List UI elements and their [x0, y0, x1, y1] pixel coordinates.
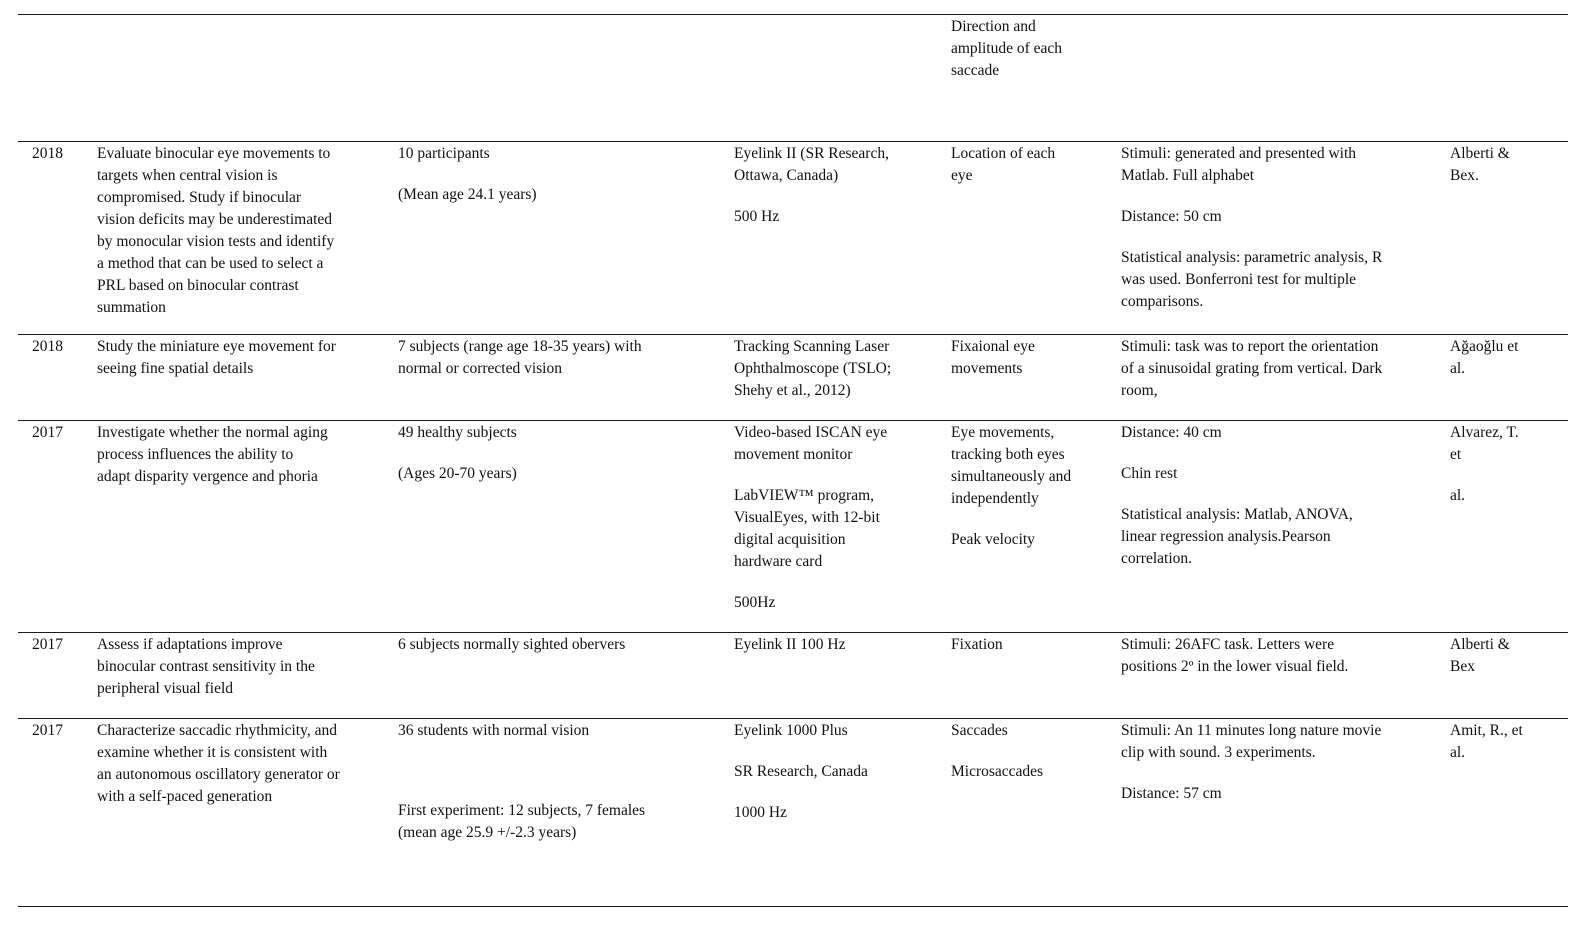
- equipment-cell: [734, 336, 891, 402]
- participants-text: First experiment: 12 subjects, 7 females (mean age 25.9 +/-2.3 years): [398, 802, 646, 841]
- measures-text: Microsaccades: [951, 763, 1044, 780]
- equipment-text: 500Hz: [734, 594, 776, 611]
- year-cell: [32, 720, 63, 742]
- participants-text: 36 students with normal vision: [398, 722, 590, 739]
- notes-text: Distance: 40 cm: [1121, 424, 1222, 441]
- participants-cell: [398, 634, 625, 656]
- objective-cell: [97, 336, 336, 380]
- objective-cell: [97, 143, 334, 319]
- participants-text: (Ages 20-70 years): [398, 465, 517, 482]
- authors-cell: [1450, 336, 1518, 380]
- equipment-cell: [734, 634, 845, 656]
- notes-cell: [1121, 720, 1381, 805]
- objective-cell: [97, 720, 340, 808]
- objective-text: Evaluate binocular eye movements to targets when central vision is compromised. Study if binocular vision deficits may be underestimated by monocular vision tests and identify a method that can be used to select a PRL based on binocular contrast summation: [97, 145, 335, 316]
- authors-text: al.: [1450, 487, 1466, 504]
- measures-cell: [951, 336, 1035, 380]
- authors-cell: [1450, 720, 1523, 764]
- participants-cell: [398, 143, 537, 206]
- participants-cell: [398, 720, 645, 844]
- equipment-text: Eyelink II 100 Hz: [734, 636, 846, 653]
- notes-text: Distance: 50 cm: [1121, 208, 1222, 225]
- authors-text: Alberti & Bex.: [1450, 145, 1510, 184]
- equipment-text: Eyelink 1000 Plus: [734, 722, 848, 739]
- equipment-text: Eyelink II (SR Research, Ottawa, Canada): [734, 145, 889, 184]
- participants-cell: [398, 422, 517, 485]
- equipment-text: LabVIEW™ program, VisualEyes, with 12-bit digital acquisition hardware card: [734, 487, 880, 570]
- year-text: 2017: [32, 424, 63, 441]
- measures-text: Eye movements, tracking both eyes simultaneously and independently: [951, 424, 1072, 507]
- measures-text: Fixaional eye movements: [951, 338, 1035, 377]
- notes-text: Stimuli: 26AFC task. Letters were positions 2º in the lower visual field.: [1121, 636, 1349, 675]
- measures-cell: [951, 634, 1003, 656]
- objective-text: Investigate whether the normal aging process influences the ability to adapt disparity vergence and phoria: [97, 424, 328, 485]
- equipment-text: Video-based ISCAN eye movement monitor: [734, 424, 888, 463]
- equipment-cell: [734, 422, 887, 614]
- authors-text: Alvarez, T. et: [1450, 424, 1519, 463]
- notes-cell: [1121, 422, 1353, 570]
- participants-text: 49 healthy subjects: [398, 424, 517, 441]
- year-cell: [32, 422, 63, 444]
- table-rule: [18, 420, 1568, 421]
- measures-text: Direction and amplitude of each saccade: [951, 18, 1063, 79]
- authors-cell: [1450, 634, 1510, 678]
- notes-text: Statistical analysis: parametric analysis, R was used. Bonferroni test for multiple comparisons.: [1121, 249, 1383, 310]
- authors-cell: [1450, 143, 1510, 187]
- year-text: 2018: [32, 145, 63, 162]
- notes-text: Stimuli: task was to report the orientation of a sinusoidal grating from vertical. Dark room,: [1121, 338, 1383, 399]
- notes-text: Chin rest: [1121, 465, 1178, 482]
- participants-cell: [398, 336, 642, 380]
- equipment-text: Tracking Scanning Laser Ophthalmoscope (TSLO; Shehy et al., 2012): [734, 338, 892, 399]
- year-text: 2017: [32, 722, 63, 739]
- table-rule-bottom: [18, 906, 1568, 907]
- measures-cell: [951, 422, 1071, 551]
- measures-text: Location of each eye: [951, 145, 1056, 184]
- table-rule-top: [18, 14, 1568, 15]
- year-text: 2017: [32, 636, 63, 653]
- notes-cell: [1121, 634, 1348, 678]
- equipment-text: 1000 Hz: [734, 804, 787, 821]
- authors-text: Ağaoğlu et al.: [1450, 338, 1519, 377]
- year-text: 2018: [32, 338, 63, 355]
- measures-cell: [951, 143, 1055, 187]
- measures-cell: [951, 720, 1043, 783]
- year-cell: [32, 143, 63, 165]
- authors-text: Alberti & Bex: [1450, 636, 1510, 675]
- participants-text: 7 subjects (range age 18-35 years) with normal or corrected vision: [398, 338, 642, 377]
- authors-cell: [1450, 422, 1519, 507]
- objective-text: Study the miniature eye movement for seeing fine spatial details: [97, 338, 336, 377]
- notes-cell: [1121, 336, 1382, 402]
- notes-text: Distance: 57 cm: [1121, 785, 1222, 802]
- table-rule: [18, 632, 1568, 633]
- year-cell: [32, 336, 63, 358]
- table-rule: [18, 718, 1568, 719]
- table-rule: [18, 141, 1568, 142]
- notes-text: Stimuli: generated and presented with Matlab. Full alphabet: [1121, 145, 1357, 184]
- equipment-cell: [734, 143, 889, 228]
- participants-text: 6 subjects normally sighted obervers: [398, 636, 626, 653]
- year-cell: [32, 634, 63, 656]
- notes-cell: [1121, 143, 1382, 313]
- measures-text: Peak velocity: [951, 531, 1035, 548]
- notes-text: Stimuli: An 11 minutes long nature movie clip with sound. 3 experiments.: [1121, 722, 1382, 761]
- table-rule: [18, 334, 1568, 335]
- objective-text: Assess if adaptations improve binocular contrast sensitivity in the peripheral visual field: [97, 636, 315, 697]
- measures-cell: [951, 16, 1062, 82]
- participants-text: 10 participants: [398, 145, 490, 162]
- notes-text: Statistical analysis: Matlab, ANOVA, linear regression analysis.Pearson correlation.: [1121, 506, 1353, 567]
- equipment-text: SR Research, Canada: [734, 763, 868, 780]
- equipment-cell: [734, 720, 868, 824]
- authors-text: Amit, R., et al.: [1450, 722, 1523, 761]
- objective-cell: [97, 634, 315, 700]
- participants-text: (Mean age 24.1 years): [398, 186, 537, 203]
- objective-text: Characterize saccadic rhythmicity, and examine whether it is consistent with an autonomous oscillatory generator or with a self-paced generation: [97, 722, 340, 805]
- equipment-text: 500 Hz: [734, 208, 780, 225]
- objective-cell: [97, 422, 328, 488]
- measures-text: Saccades: [951, 722, 1008, 739]
- measures-text: Fixation: [951, 636, 1003, 653]
